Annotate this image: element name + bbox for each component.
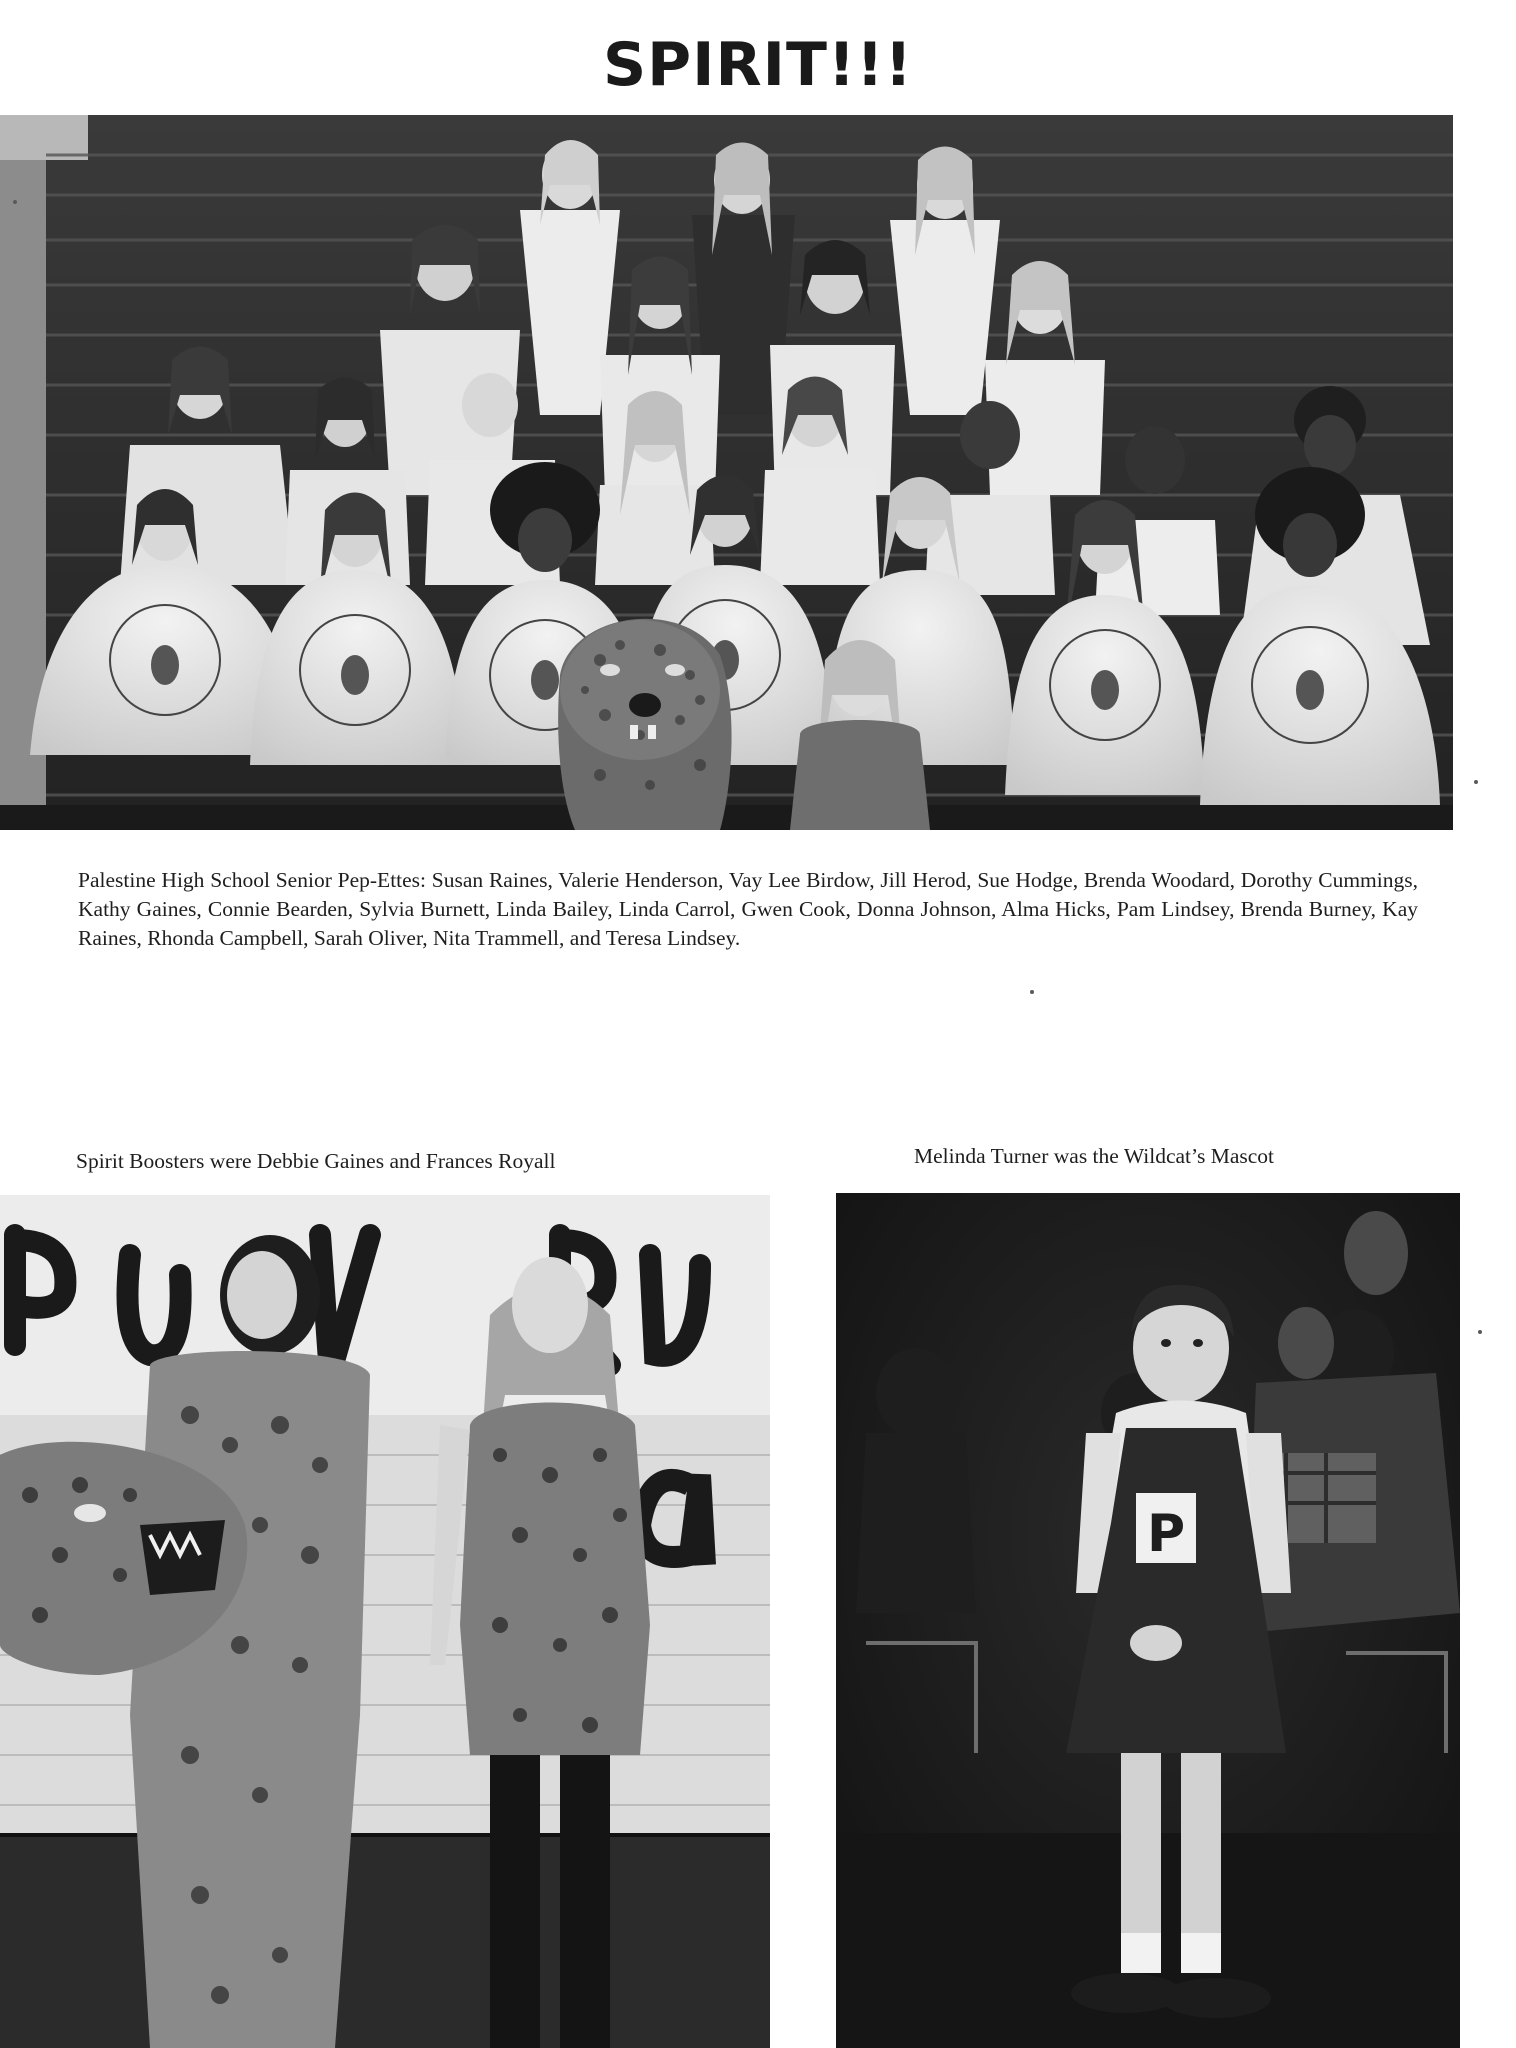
spirit-boosters-caption: Spirit Boosters were Debbie Gaines and Frances Royall [76,1149,556,1173]
scan-speck [13,200,17,204]
uniform-letter: P [1146,1504,1186,1564]
scan-speck [1474,780,1478,784]
pep-ettes-group-photo [0,115,1453,830]
mascot-photo [836,1193,1460,2048]
scan-speck [1478,1330,1482,1334]
spirit-boosters-photo [0,1195,770,2048]
page-title: SPIRIT!!! [602,30,914,100]
mascot-caption: Melinda Turner was the Wildcat’s Mascot [914,1144,1275,1168]
scan-speck [1030,990,1034,994]
pep-ettes-caption: Palestine High School Senior Pep-Ettes: Susan Raines, Valerie Henderson, Vay Lee Birdow, Jill Herod, Sue Hodge, Brenda Woodard, Dorothy Cummings, Kathy Gaines, Connie Bearden, Sylvia Burnett, Linda Bailey, Linda Carrol, Gwen Cook, Donna Johnson, Alma Hicks, Pam Lindsey, Brenda Burney, Kay Raines, Rhonda Campbell, Sarah Oliver, Nita Trammell, and Teresa Lindsey. [78,868,1418,950]
